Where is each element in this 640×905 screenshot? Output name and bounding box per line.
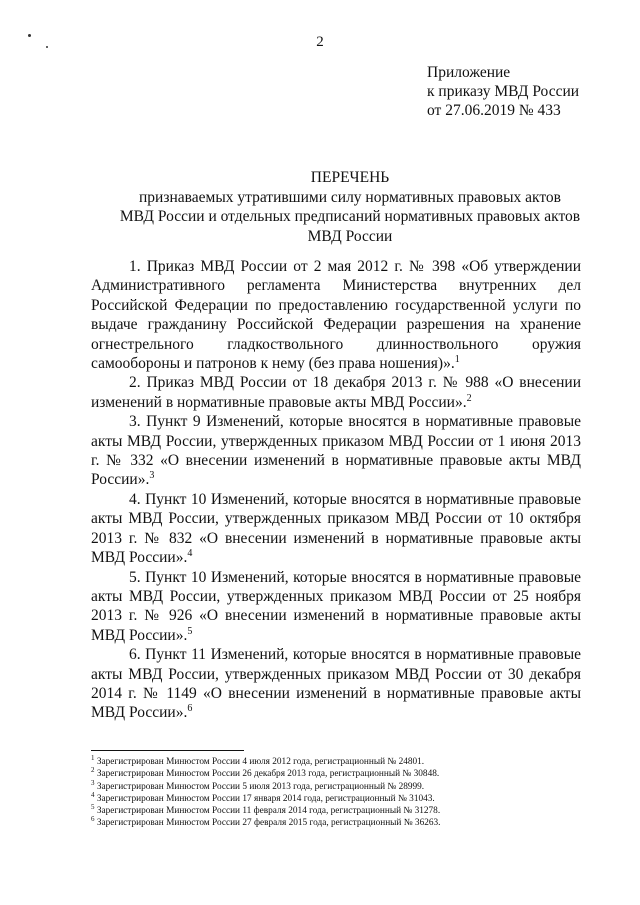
list-item-text: 3. Пункт 9 Изменений, которые вносятся в нормативные правовые акты МВД России, утвержденных приказом МВД России от 1 июня 2013 г. № 332 «О внесении изменений в нормативные правовые акты МВД России». xyxy=(91,413,581,489)
footnote-text: Зарегистрирован Минюстом России 5 июля 2013 года, регистрационный № 28999. xyxy=(96,781,425,792)
list-item xyxy=(91,490,581,568)
list-item xyxy=(91,412,581,490)
footnote-ref: 6 xyxy=(187,703,193,715)
footnote-marker: 5 xyxy=(91,803,95,812)
document-title: ПЕРЕЧЕНЬ xyxy=(310,169,390,186)
footnote-marker: 3 xyxy=(91,778,95,787)
list-item xyxy=(91,257,581,373)
footnotes xyxy=(91,753,441,830)
footnote xyxy=(91,805,441,817)
footnote-ref: 3 xyxy=(149,470,155,482)
footnote xyxy=(91,768,441,780)
footnote xyxy=(91,778,441,793)
footnote-ref: 1 xyxy=(454,353,460,365)
appendix-order-date: от 27.06.2019 № 433 xyxy=(427,102,561,119)
document-heading xyxy=(60,168,640,246)
list-item xyxy=(91,568,581,646)
appendix-order-ref: к приказу МВД России xyxy=(427,83,580,100)
document-subtitle-line: МВД России и отдельных предписаний нормативных правовых актов xyxy=(119,208,581,225)
footnote-marker: 1 xyxy=(91,753,95,762)
document-body xyxy=(91,257,581,723)
list-item-text: 5. Пункт 10 Изменений, которые вносятся в нормативные правовые акты МВД России, утвержденных приказом МВД России от 25 ноября 2013 г. № 926 «О внесении изменений в нормативные правовые акты МВД России». xyxy=(91,568,581,644)
list-item-text: 2. Приказ МВД России от 18 декабря 2013 г. № 988 «О внесении изменений в нормативные правовые акты МВД России». xyxy=(91,374,581,411)
footnote-ref: 4 xyxy=(187,547,193,559)
list-item xyxy=(91,373,581,412)
document-subtitle-line: признаваемых утратившими силу нормативных правовых актов xyxy=(139,188,561,206)
footnote xyxy=(91,817,441,829)
footnote-divider xyxy=(91,750,244,751)
footnote-ref: 2 xyxy=(466,392,472,404)
footnote-text: Зарегистрирован Минюстом России 11 февраля 2014 года, регистрационный № 31278. xyxy=(96,806,441,817)
footnote xyxy=(91,753,441,768)
footnote-marker: 6 xyxy=(91,815,95,824)
footnote-marker: 4 xyxy=(91,790,95,799)
list-item xyxy=(91,645,581,723)
list-item-text: 4. Пункт 10 Изменений, которые вносятся в нормативные правовые акты МВД России, утвержденных приказом МВД России от 10 октября 2013 г. № 832 «О внесении изменений в нормативные правовые акты МВД России». xyxy=(91,490,581,567)
page-number: 2 xyxy=(316,34,324,50)
appendix-label: Приложение xyxy=(427,64,511,81)
footnote-marker: 2 xyxy=(91,766,95,775)
footnote-ref: 5 xyxy=(187,625,193,637)
footnote-text: Зарегистрирован Минюстом России 26 декабря 2013 года, регистрационный № 30848. xyxy=(96,769,440,780)
appendix-block xyxy=(427,63,579,120)
footnote-text: Зарегистрирован Минюстом России 4 июля 2012 года, регистрационный № 24801. xyxy=(96,757,425,767)
list-item-text: 6. Пункт 11 Изменений, которые вносятся в нормативные правовые акты МВД России, утвержденных приказом МВД России от 30 декабря 2014 г. № 1149 «О внесении изменений в нормативные правовые акты МВД России». xyxy=(91,646,581,722)
footnote-text: Зарегистрирован Минюстом России 27 февраля 2015 года, регистрационный № 36263. xyxy=(96,818,441,829)
list-item-text: 1. Приказ МВД России от 2 мая 2012 г. № 398 «Об утверждении Административного регламента Министерства внутренних дел Российской Федерации по предоставлению государственной услуги по выдаче гражданину Российской Федерации разрешения на хранение огнестрельного гладкоствольного длинноствольного оружия самообороны и патронов к нему (без права ношения)». xyxy=(91,258,581,373)
footnote-text: Зарегистрирован Минюстом России 17 января 2014 года, регистрационный № 31043. xyxy=(96,793,435,804)
footnote xyxy=(91,790,441,805)
document-subtitle-line: МВД России xyxy=(307,227,393,245)
